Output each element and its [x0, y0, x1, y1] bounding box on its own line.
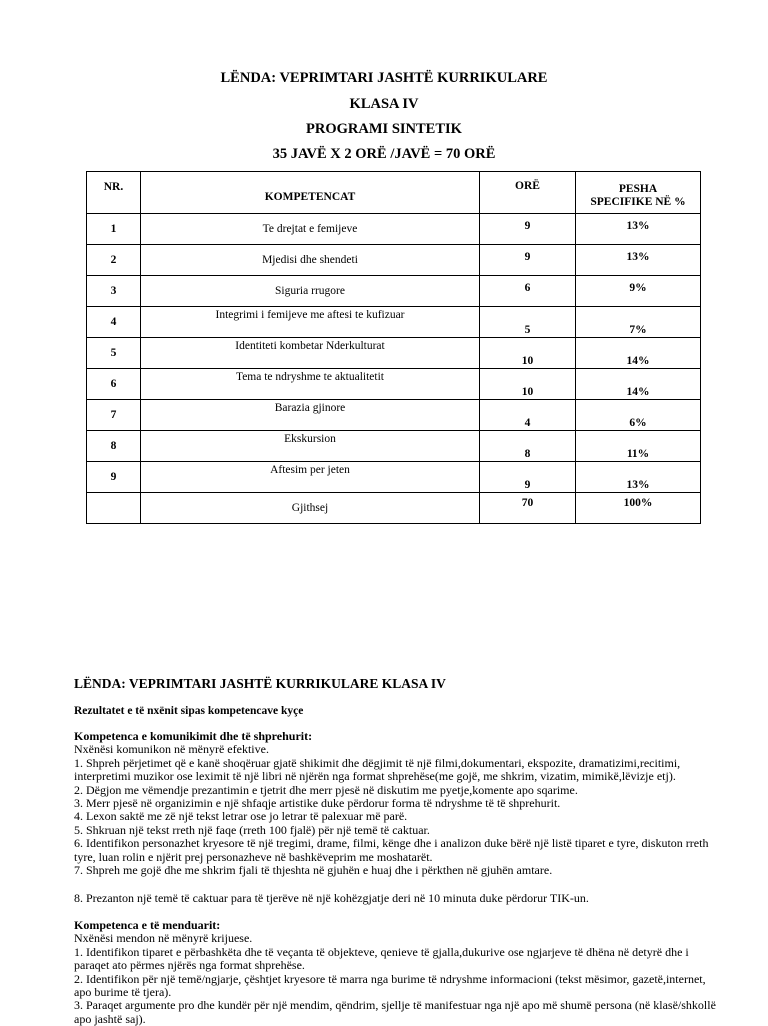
row-hours: 9: [480, 462, 576, 493]
row-competence: Identiteti kombetar Nderkulturat: [141, 338, 480, 369]
competence-thinking: [74, 919, 734, 1026]
doc-title: LËNDA: VEPRIMTARI JASHTË KURRIKULARE: [220, 70, 548, 86]
list-item: 7. Shpreh me gojë dhe me shkrim fjali të thjeshta në gjuhën e huaj dhe i përkthen në gjuhën amtare.: [74, 863, 553, 878]
table-row: [87, 307, 701, 338]
table-total-row: [87, 493, 701, 524]
list-item: apo jashtë saj).: [74, 1011, 146, 1026]
col-header-nr: NR.: [87, 172, 141, 214]
table-row: [87, 369, 701, 400]
row-nr: 1: [87, 214, 141, 245]
total-weight: 100%: [576, 493, 701, 524]
competence-heading: Kompetenca e të menduarit:: [74, 918, 221, 932]
row-hours: 10: [480, 369, 576, 400]
competence-heading: Kompetenca e komunikimit dhe të shprehurit:: [74, 729, 313, 743]
list-item: tyre, luan rolin e njërit prej personazheve në bashkëveprim me moshatarët.: [74, 849, 433, 864]
row-competence: Tema te ndryshme te aktualitetit: [141, 369, 480, 400]
row-weight: 13%: [576, 214, 701, 245]
row-competence: Integrimi i femijeve me aftesi te kufizuar: [141, 307, 480, 338]
row-weight: 11%: [576, 431, 701, 462]
row-weight: 9%: [576, 276, 701, 307]
competence-intro: Nxënësi mendon në mënyrë krijuese.: [74, 931, 253, 946]
row-weight: 7%: [576, 307, 701, 338]
table-row: [87, 338, 701, 369]
section-subtitle-block: [74, 705, 734, 718]
list-item: 1. Shpreh përjetimet që e kanë shoqëruar gjatë shikimit dhe dëgjimit të një filmi,dokumentari, ekspozite, dramatizimi,recitimi,: [74, 755, 681, 770]
row-nr: 6: [87, 369, 141, 400]
list-item: 1. Identifikon tiparet e përbashkëta dhe të veçanta të objekteve, qenieve të gjalla,dukurive ose ngjarjeve të dhëna në detyrë dhe i: [74, 944, 689, 959]
row-nr: 4: [87, 307, 141, 338]
list-item: interpretimi muzikor ose leximit të një libri në njërën nga format shprehëse(me gojë, me shkrim, vizatim, mimikë,lëvizje etj).: [74, 769, 676, 784]
section-subtitle: Rezultatet e të nxënit sipas kompetencave kyçe: [74, 705, 304, 717]
competence-communication-item8: [74, 892, 734, 905]
table-row: [87, 462, 701, 493]
list-item: 2. Dëgjon me vëmendje prezantimin e tjetrit dhe merr pjesë në diskutim me pyetje,komente apo sqarime.: [74, 782, 578, 797]
list-item: 8. Prezanton një temë të caktuar para të tjerëve në një kohëzgjatje deri në 10 minuta duke përdorur TIK-un.: [74, 891, 589, 905]
doc-hours: 35 JAVË X 2 ORË /JAVË = 70 ORË: [272, 146, 496, 162]
row-hours: 6: [480, 276, 576, 307]
doc-program: PROGRAMI SINTETIK: [306, 121, 462, 137]
competences-table: [86, 171, 701, 524]
row-competence: Aftesim per jeten: [141, 462, 480, 493]
row-competence: Mjedisi dhe shendeti: [141, 245, 480, 276]
table-row: [87, 276, 701, 307]
col-header-hours: ORË: [480, 172, 576, 214]
row-nr: 3: [87, 276, 141, 307]
total-label: Gjithsej: [141, 493, 480, 524]
row-competence: Barazia gjinore: [141, 400, 480, 431]
row-weight: 6%: [576, 400, 701, 431]
table-row: [87, 400, 701, 431]
list-item: 6. Identifikon personazhet kryesore të një tregimi, drame, filmi, kënge dhe i analizon duke bërë një listë tiparet e tyre, diskuton rreth: [74, 836, 709, 851]
doc-class: KLASA IV: [349, 96, 419, 112]
list-item: paraqet ato përmes njërës nga format shprehëse.: [74, 958, 305, 973]
list-item: 3. Merr pjesë në organizimin e një shfaqje artistike duke përdorur forma të ndryshme të të shprehurit.: [74, 796, 561, 811]
row-hours: 4: [480, 400, 576, 431]
row-competence: Te drejtat e femijeve: [141, 214, 480, 245]
row-competence: Ekskursion: [141, 431, 480, 462]
table-row: [87, 214, 701, 245]
table-row: [87, 245, 701, 276]
list-item: 4. Lexon saktë me zë një tekst letrar ose jo letrar të palexuar më parë.: [74, 809, 408, 824]
section-title: [74, 677, 734, 690]
row-hours: 10: [480, 338, 576, 369]
list-item: 3. Paraqet argumente pro dhe kundër për një mendim, qëndrim, sjellje të manifestuar nga një apo më shumë persona (në klasë/shkollë: [74, 998, 716, 1013]
row-hours: 9: [480, 245, 576, 276]
row-hours: 9: [480, 214, 576, 245]
col-header-competences: KOMPETENCAT: [141, 172, 480, 214]
competence-intro: Nxënësi komunikon në mënyrë efektive.: [74, 742, 269, 757]
col-header-weight: PESHA SPECIFIKE NË %: [576, 172, 701, 214]
row-nr: 8: [87, 431, 141, 462]
list-item: 2. Identifikon për një temë/ngjarje, çështjet kryesore të marra nga burime të ndryshme informacioni (tekst mësimor, gazetë,internet,: [74, 971, 706, 986]
list-item: 5. Shkruan një tekst rreth një faqe (rreth 100 fjalë) për një temë të caktuar.: [74, 822, 430, 837]
row-weight: 14%: [576, 369, 701, 400]
total-hours: 70: [480, 493, 576, 524]
row-hours: 5: [480, 307, 576, 338]
row-weight: 13%: [576, 245, 701, 276]
section-heading: LËNDA: VEPRIMTARI JASHTË KURRIKULARE KLASA IV: [74, 676, 446, 691]
competence-communication: [74, 730, 734, 877]
row-competence: Siguria rrugore: [141, 276, 480, 307]
row-weight: 14%: [576, 338, 701, 369]
total-nr-empty: [87, 493, 141, 524]
row-nr: 5: [87, 338, 141, 369]
row-hours: 8: [480, 431, 576, 462]
row-nr: 9: [87, 462, 141, 493]
row-nr: 7: [87, 400, 141, 431]
table-row: [87, 431, 701, 462]
row-weight: 13%: [576, 462, 701, 493]
row-nr: 2: [87, 245, 141, 276]
table-header-row: [87, 172, 701, 214]
list-item: apo burime të tjera).: [74, 985, 172, 1000]
